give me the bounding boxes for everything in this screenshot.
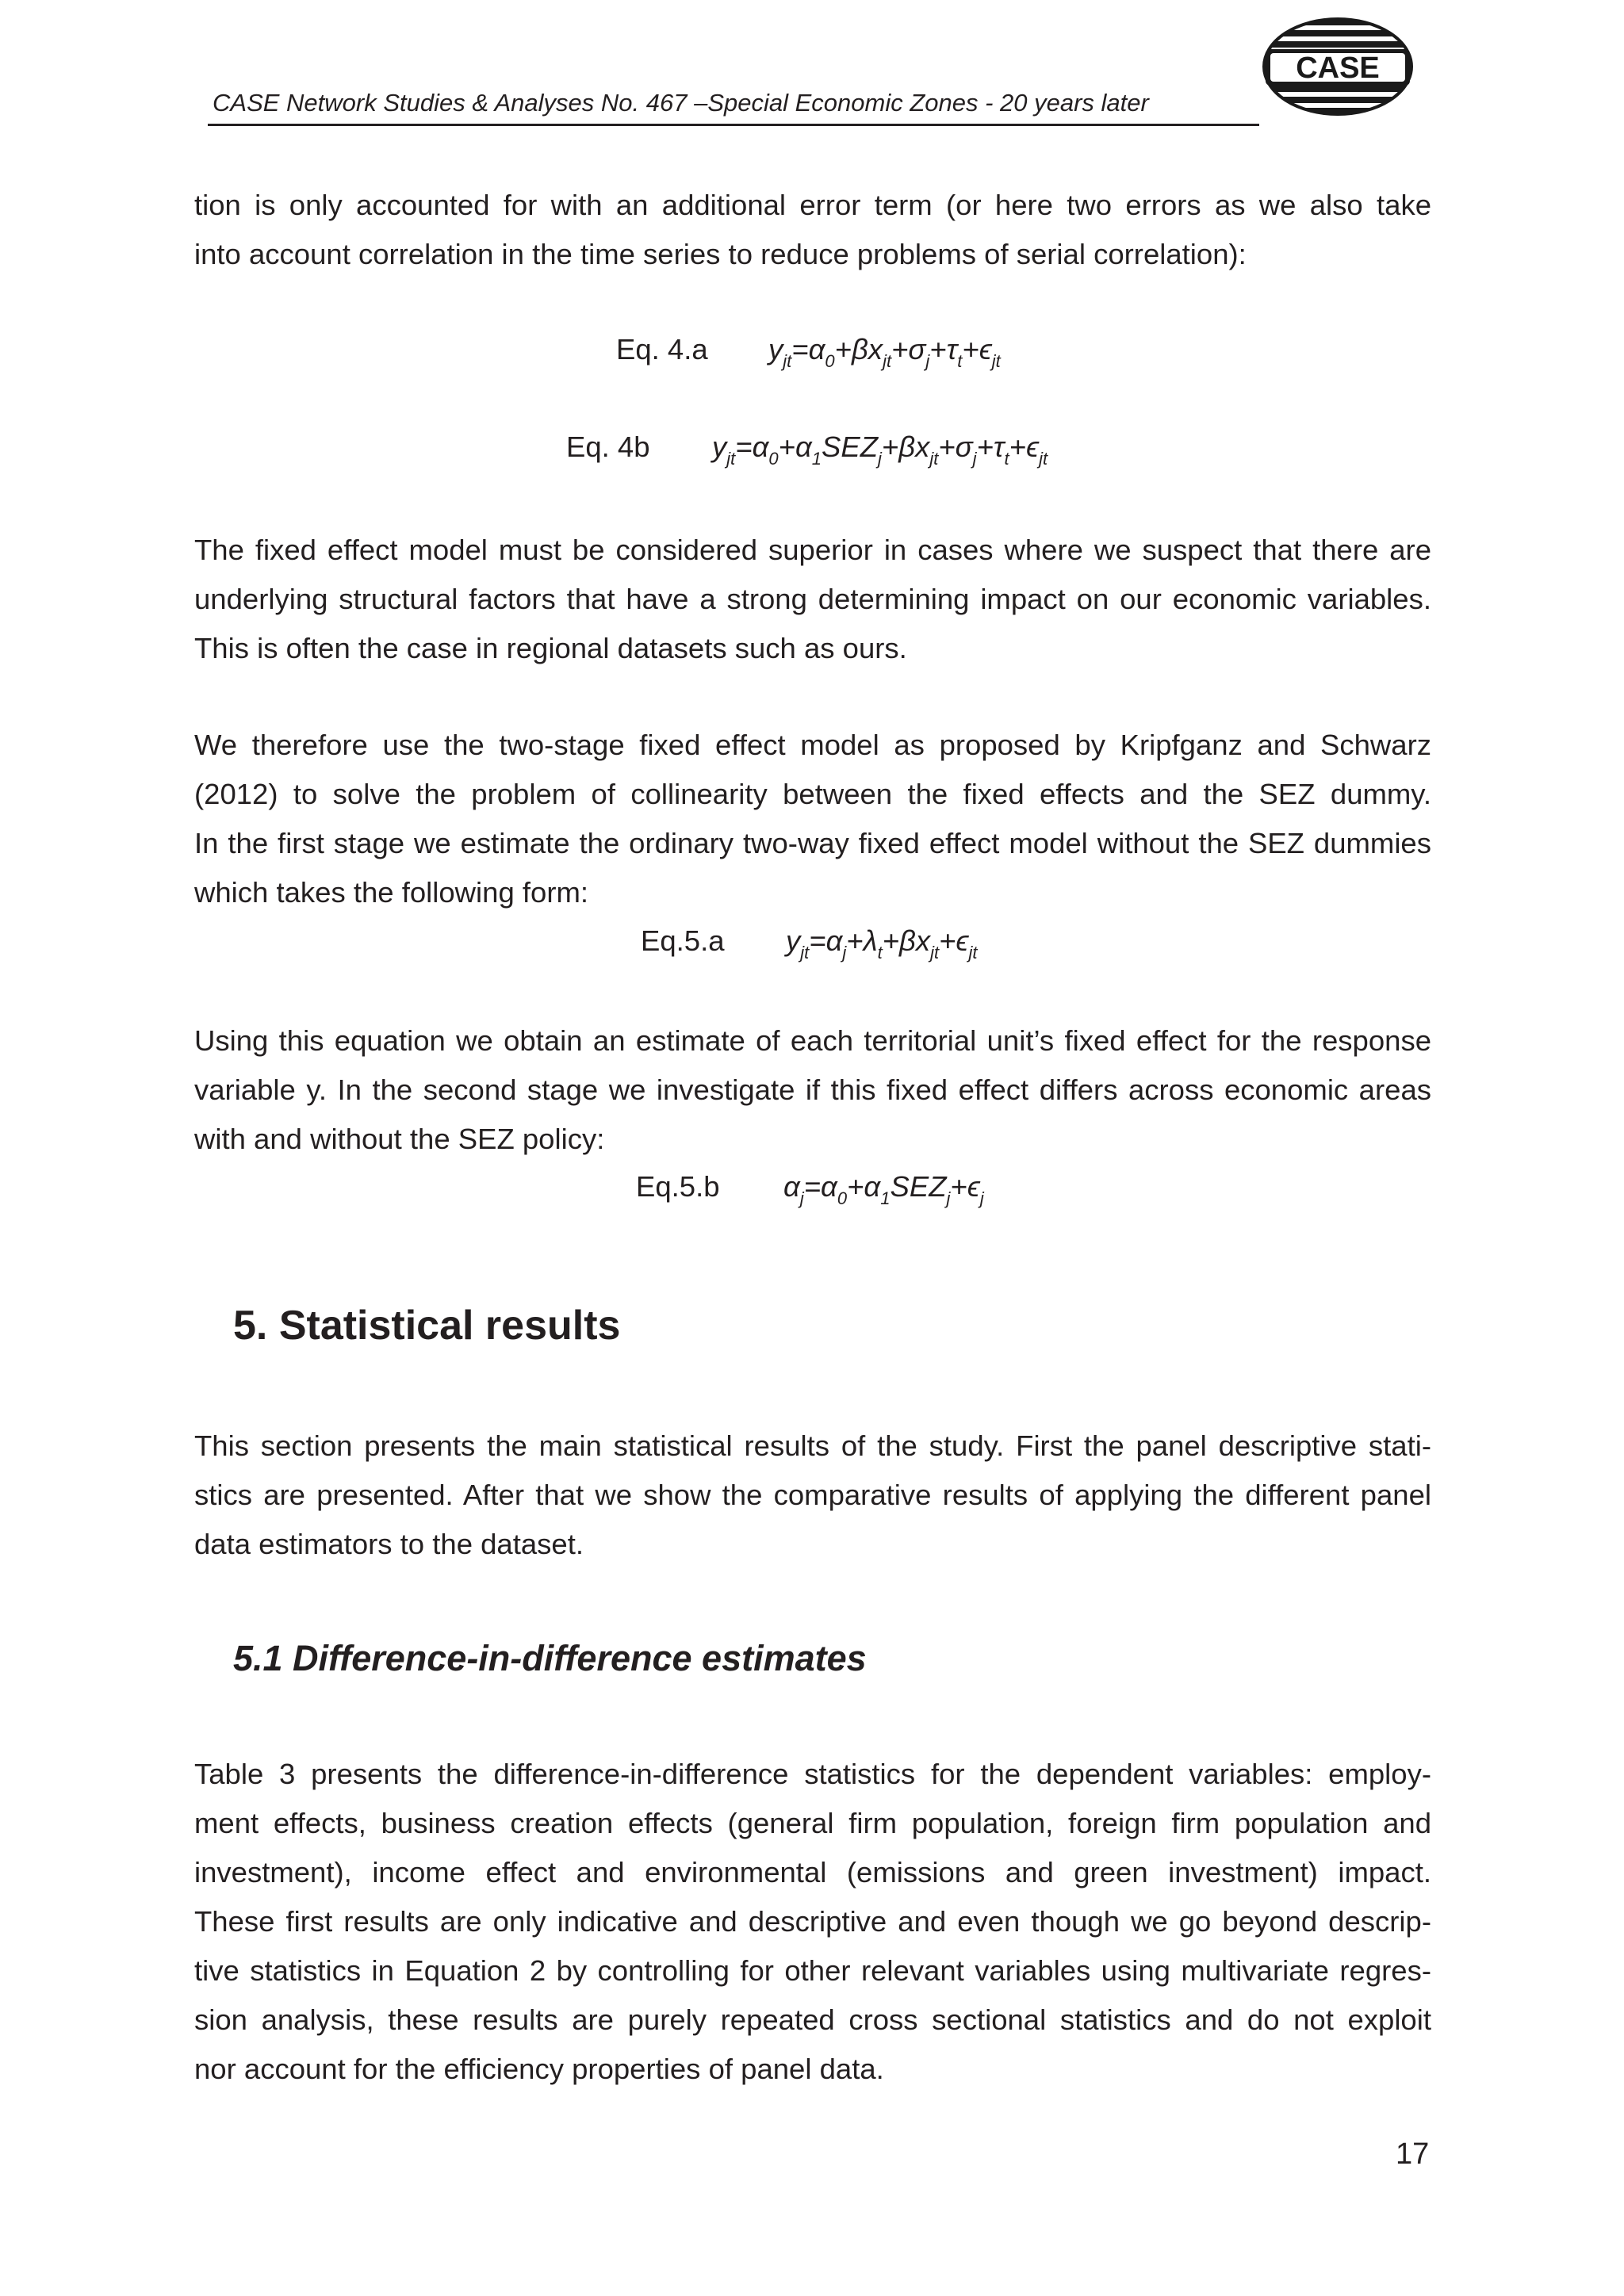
text-line: ment effects, business creation effects (general firm population, foreign firm population and — [194, 1807, 1431, 1839]
paragraph-section-intro — [194, 1422, 1431, 1569]
text-line: with and without the SEZ policy: — [194, 1123, 605, 1155]
header-rule — [208, 124, 1259, 126]
equation-label: Eq. 4.a — [616, 333, 708, 365]
text-line: The fixed effect model must be considered superior in cases where we suspect that there are — [194, 534, 1431, 566]
paragraph-table-3 — [194, 1750, 1431, 2094]
equation-subscript: t — [877, 943, 883, 962]
equation-term: +τ — [929, 333, 958, 365]
equation-subscript: 0 — [825, 351, 835, 371]
equation-term: +λ — [846, 924, 878, 957]
equation-subscript: t — [957, 351, 963, 371]
equation-subscript: j — [972, 449, 977, 469]
equation-subscript: jt — [883, 351, 892, 371]
text-line: In the first stage we estimate the ordinary two-way fixed effect model without the SEZ dummies — [194, 827, 1431, 859]
paragraph-error-term — [194, 181, 1431, 279]
equation-term: =α — [803, 1170, 837, 1203]
equation-subscript: j — [842, 943, 847, 962]
equation-subscript: j — [925, 351, 930, 371]
subsection-heading: 5.1 Difference-in-difference estimates — [233, 1638, 867, 1678]
text-line: which takes the following form: — [194, 876, 589, 909]
text-line: data estimators to the dataset. — [194, 1528, 584, 1560]
paragraph-second-stage — [194, 1016, 1431, 1164]
equation-label: Eq. 4b — [566, 430, 650, 463]
equation-subscript: j — [979, 1188, 984, 1208]
equation-term: +βx — [834, 333, 883, 365]
equation-formula — [712, 430, 1048, 469]
equation-term: y — [712, 430, 727, 463]
equation-subscript: jt — [930, 943, 940, 962]
text-line: sion analysis, these results are purely repeated cross sectional statistics and do not exploit — [194, 2003, 1431, 2036]
text-line: This section presents the main statistical results of the study. First the panel descriptive stati- — [194, 1429, 1431, 1462]
equation-term: +ϵ — [1009, 430, 1040, 463]
equation-term: =α — [735, 430, 769, 463]
equation-subscript: j — [799, 1188, 804, 1208]
equation-formula — [786, 924, 978, 962]
equation-label: Eq.5.b — [636, 1170, 720, 1203]
equation-term: +α — [847, 1170, 881, 1203]
equation-term: +ϵ — [962, 333, 992, 365]
equation-label: Eq.5.a — [641, 924, 725, 957]
text-line: underlying structural factors that have a strong determining impact on our economic variables. — [194, 583, 1431, 615]
equation-5b — [636, 1170, 984, 1208]
equation-term: +ϵ — [950, 1170, 980, 1203]
text-line: tion is only accounted for with an additional error term (or here two errors as we also take — [194, 189, 1431, 221]
text-line: Using this equation we obtain an estimate of each territorial unit’s fixed effect for the response — [194, 1024, 1431, 1057]
equation-term: +σ — [891, 333, 926, 365]
equation-subscript: jt — [991, 351, 1001, 371]
text-line: nor account for the efficiency properties of panel data. — [194, 2053, 884, 2085]
equation-subscript: j — [878, 449, 882, 469]
equation-subscript: jt — [1039, 449, 1048, 469]
equation-term: α — [783, 1170, 800, 1203]
text-line: stics are presented. After that we show the comparative results of applying the different panel — [194, 1479, 1431, 1511]
equation-term: +α — [778, 430, 812, 463]
text-line: We therefore use the two-stage fixed effect model as proposed by Kripfganz and Schwarz — [194, 729, 1431, 761]
equation-term: y — [786, 924, 801, 957]
equation-formula — [783, 1170, 984, 1208]
equation-subscript: jt — [783, 351, 792, 371]
equation-term: =α — [809, 924, 843, 957]
paragraph-fixed-effect — [194, 526, 1431, 673]
page-number: 17 — [1396, 2137, 1430, 2171]
text-line: These first results are only indicative and descriptive and even though we go beyond descrip- — [194, 1905, 1431, 1938]
section-heading: 5. Statistical results — [233, 1303, 621, 1349]
equation-term: SEZ — [822, 430, 879, 463]
equation-term: +σ — [938, 430, 973, 463]
equation-subscript: jt — [726, 449, 736, 469]
equation-subscript: 0 — [837, 1188, 848, 1208]
equation-subscript: 1 — [880, 1188, 891, 1208]
equation-term: y — [768, 333, 783, 365]
equation-term: +τ — [976, 430, 1005, 463]
equation-term: +ϵ — [939, 924, 969, 957]
equation-subscript: jt — [929, 449, 939, 469]
equation-term: =α — [791, 333, 825, 365]
equation-term: SEZ — [890, 1170, 947, 1203]
text-line: into account correlation in the time series to reduce problems of serial correlation): — [194, 238, 1247, 270]
equation-formula — [768, 333, 1001, 371]
text-line: investment), income effect and environmental (emissions and green investment) impact. — [194, 1856, 1431, 1888]
text-line: Table 3 presents the difference-in-difference statistics for the dependent variables: employ- — [194, 1758, 1431, 1790]
text-line: tive statistics in Equation 2 by controlling for other relevant variables using multivariate regres- — [194, 1954, 1431, 1987]
text-line: (2012) to solve the problem of collinearity between the fixed effects and the SEZ dummy. — [194, 778, 1431, 810]
case-logo — [1259, 14, 1416, 124]
logo-text: CASE — [1296, 52, 1380, 85]
equation-subscript: jt — [968, 943, 978, 962]
running-header: CASE Network Studies & Analyses No. 467 –Special Economic Zones - 20 years later — [213, 89, 1149, 117]
equation-subscript: 1 — [811, 449, 822, 469]
equation-term: +βx — [881, 430, 930, 463]
text-line: variable y. In the second stage we investigate if this fixed effect differs across economic areas — [194, 1073, 1431, 1106]
paragraph-two-stage — [194, 721, 1431, 917]
equation-term: +βx — [882, 924, 931, 957]
equation-subscript: j — [946, 1188, 951, 1208]
equation-subscript: 0 — [768, 449, 779, 469]
equation-subscript: t — [1004, 449, 1009, 469]
text-line: This is often the case in regional datasets such as ours. — [194, 632, 907, 664]
equation-subscript: jt — [800, 943, 810, 962]
